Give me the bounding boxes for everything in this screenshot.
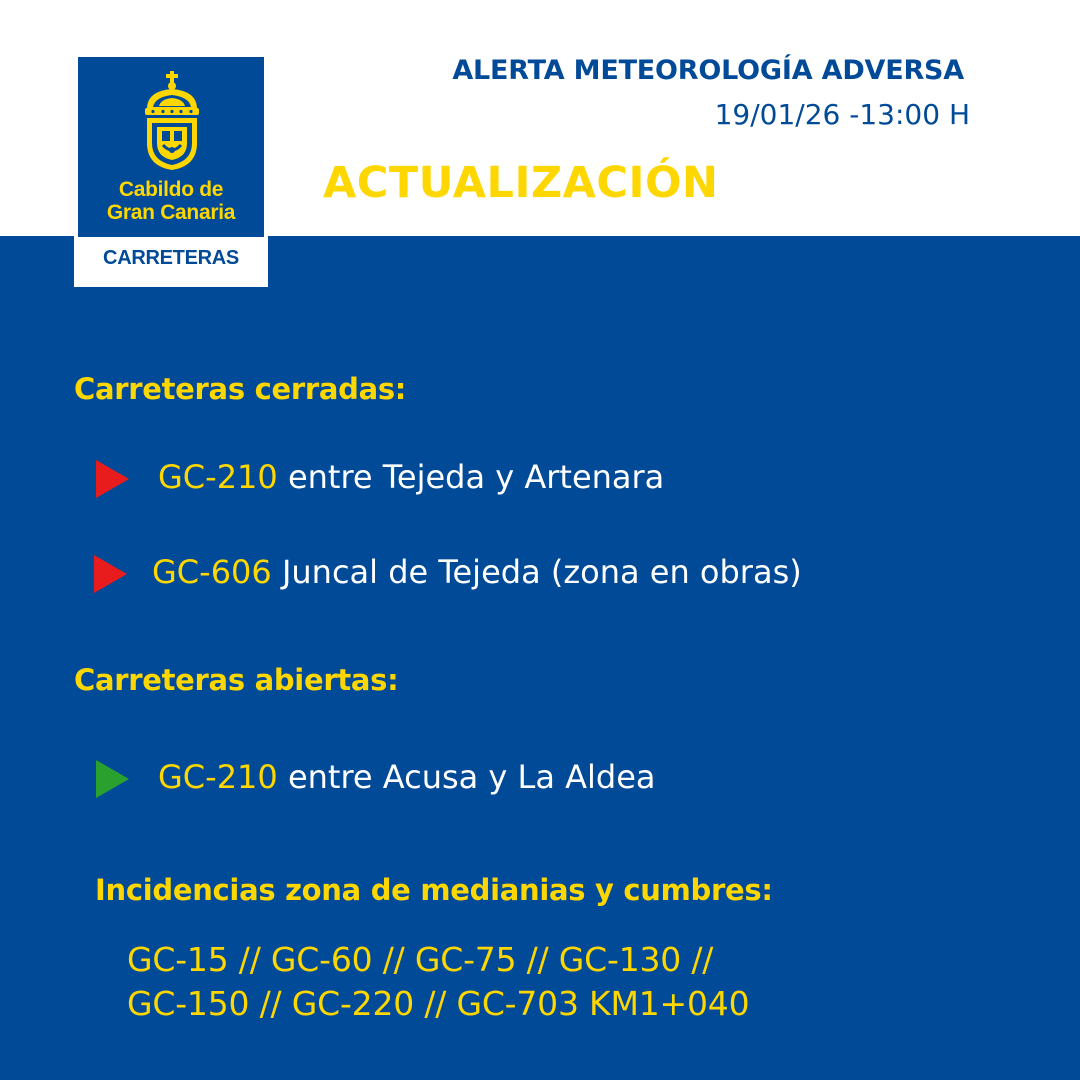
alert-title: ALERTA METEOROLOGÍA ADVERSA bbox=[452, 55, 964, 86]
closed-roads-title: Carreteras cerradas: bbox=[74, 372, 407, 406]
update-label: ACTUALIZACIÓN bbox=[323, 158, 719, 208]
incidents-line2: GC-150 // GC-220 // GC-703 KM1+040 bbox=[127, 984, 750, 1023]
green-triangle-icon bbox=[96, 760, 129, 798]
incidents-title: Incidencias zona de medianias y cumbres: bbox=[95, 873, 773, 907]
incidents-line1: GC-15 // GC-60 // GC-75 // GC-130 // bbox=[127, 940, 714, 979]
open-roads-title: Carreteras abiertas: bbox=[74, 663, 399, 697]
red-triangle-icon bbox=[94, 555, 127, 593]
road-description: entre Acusa y La Aldea bbox=[287, 758, 656, 796]
road-code: GC-210 bbox=[158, 458, 278, 496]
logo-department: CARRETERAS bbox=[103, 247, 239, 269]
road-text bbox=[158, 458, 664, 496]
road-description: entre Tejeda y Artenara bbox=[287, 458, 665, 496]
road-text bbox=[158, 758, 656, 796]
red-triangle-icon bbox=[96, 460, 129, 498]
road-description: Juncal de Tejeda (zona en obras) bbox=[281, 553, 802, 591]
logo-emblem-block bbox=[78, 57, 264, 237]
logo-name-line1: Cabildo de bbox=[118, 178, 224, 201]
road-text bbox=[152, 553, 802, 591]
alert-datetime: 19/01/26 -13:00 H bbox=[714, 98, 970, 131]
logo-name-line2: Gran Canaria bbox=[106, 201, 236, 224]
road-code: GC-210 bbox=[158, 758, 278, 796]
road-code: GC-606 bbox=[152, 553, 272, 591]
coat-of-arms-icon bbox=[141, 71, 203, 171]
cabildo-logo bbox=[74, 53, 268, 287]
